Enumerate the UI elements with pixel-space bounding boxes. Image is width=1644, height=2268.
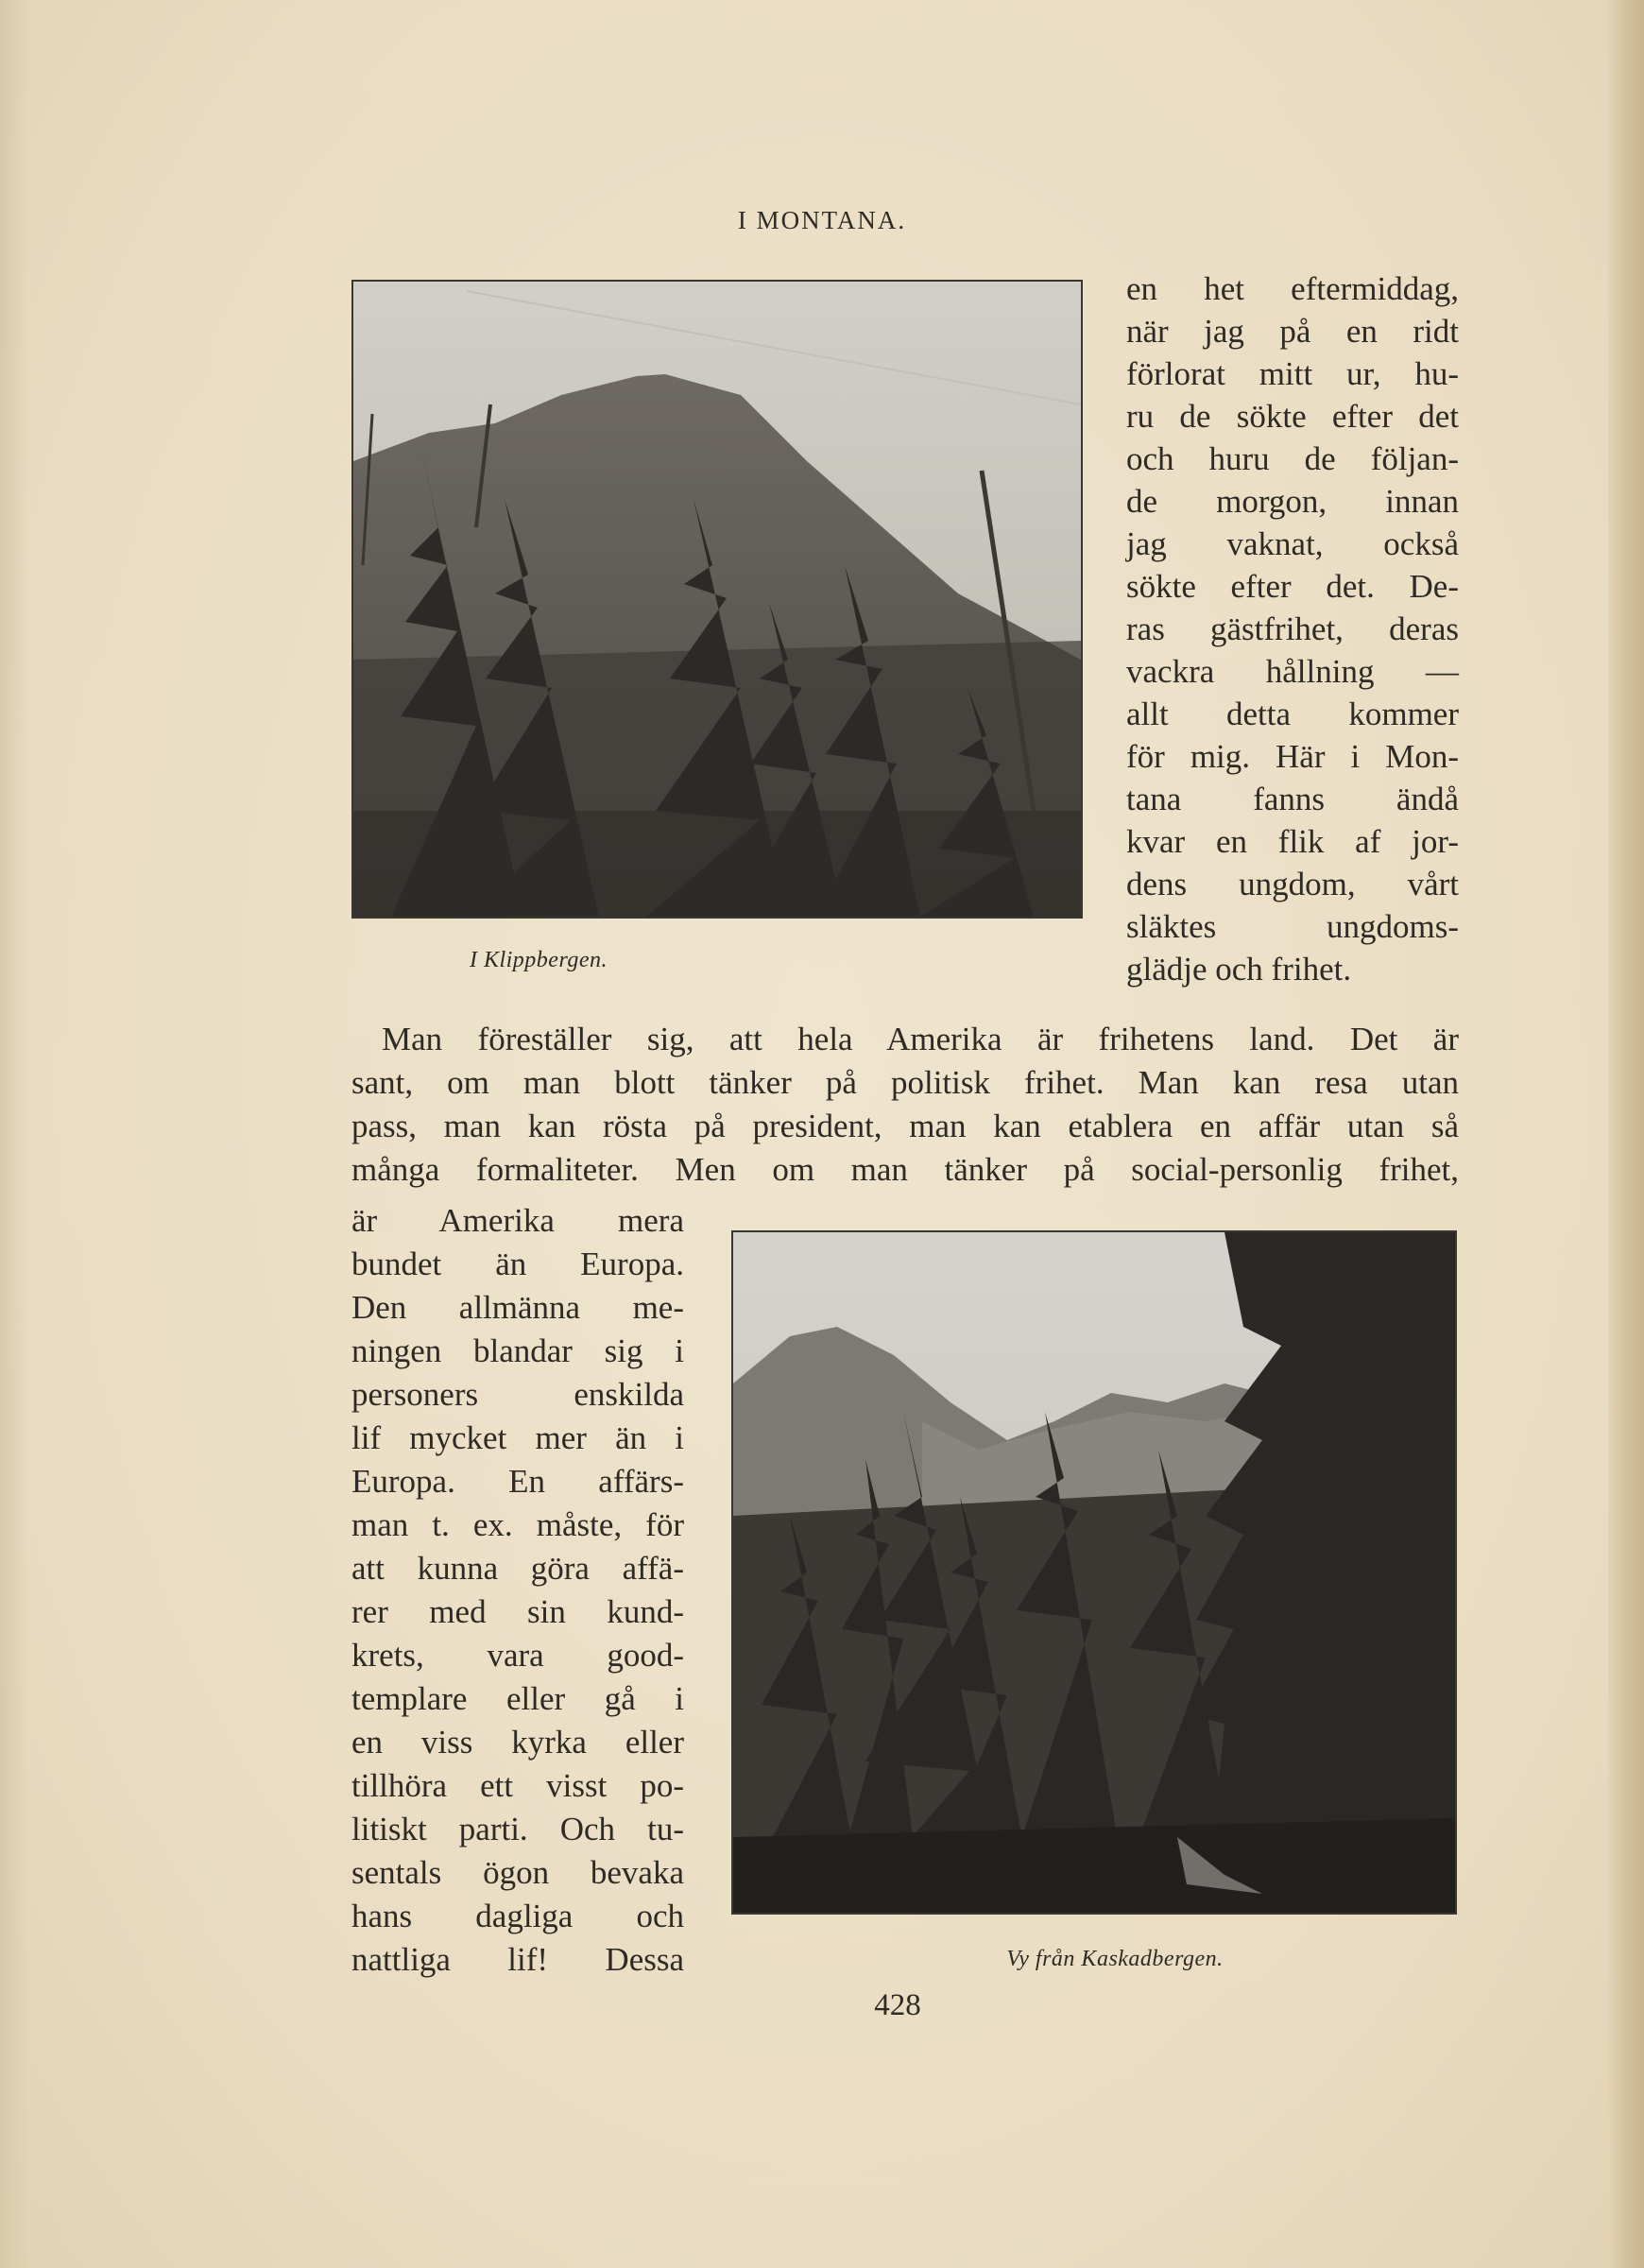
text-line: ru de sökte efter det [1126,398,1459,436]
text-line: släktes ungdoms- [1126,908,1459,946]
text-line: är Amerika mera [351,1202,684,1239]
text-line: lif mycket mer än i [351,1419,684,1456]
text-line: hans dagliga och [351,1898,684,1934]
text-line: Den allmänna me- [351,1289,684,1326]
text-line: litiskt parti. Och tu- [351,1811,684,1847]
binding-shadow [0,0,28,2268]
text-line: många formaliteter. Men om man tänker på social-personlig frihet, [351,1151,1459,1188]
text-line: jag vaknat, också [1126,525,1459,563]
photo-caption-kaskadbergen: Vy från Kaskadbergen. [1006,1947,1224,1971]
text-line: vackra hållning — [1126,653,1459,691]
text-line: glädje och frihet. [1126,951,1352,988]
text-line: man t. ex. måste, för [351,1506,684,1543]
text-line: sant, om man blott tänker på politisk frihet. Man kan resa utan [351,1064,1459,1101]
text-line: dens ungdom, vårt [1126,866,1459,903]
text-line: ras gästfrihet, deras [1126,610,1459,648]
page-number: 428 [874,1988,921,2022]
photo-klippbergen [351,280,1083,919]
running-head: I MONTANA. [737,206,907,234]
text-line: bundet än Europa. [351,1246,684,1282]
text-line: personers enskilda [351,1376,684,1413]
page-edge [1608,0,1644,2268]
text-line: tana fanns ändå [1126,781,1459,818]
text-line: att kunna göra affä- [351,1550,684,1587]
text-line: Europa. En affärs- [351,1463,684,1500]
text-line: krets, vara good- [351,1637,684,1674]
text-line: när jag på en ridt [1126,313,1459,351]
text-line: sökte efter det. De- [1126,568,1459,606]
text-line: tillhöra ett visst po- [351,1767,684,1804]
text-line: en viss kyrka eller [351,1724,684,1761]
photo-kaskadbergen [731,1230,1457,1915]
text-line: för mig. Här i Mon- [1126,738,1459,776]
text-line: kvar en flik af jor- [1126,823,1459,861]
text-line: förlorat mitt ur, hu- [1126,355,1459,393]
text-line: och huru de följan- [1126,440,1459,478]
text-line: templare eller gå i [351,1680,684,1717]
text-line: pass, man kan rösta på president, man kan etablera en affär utan så [351,1108,1459,1144]
text-line: nattliga lif! Dessa [351,1941,684,1978]
text-line: rer med sin kund- [351,1593,684,1630]
text-line: ningen blandar sig i [351,1332,684,1369]
photo-caption-klippbergen: I Klippbergen. [469,948,608,972]
text-line: Man föreställer sig, att hela Amerika är frihetens land. Det är [382,1021,1459,1057]
text-line: de morgon, innan [1126,483,1459,521]
text-line: sentals ögon bevaka [351,1854,684,1891]
text-line: en het eftermiddag, [1126,270,1459,307]
text-line: allt detta kommer [1126,696,1459,733]
